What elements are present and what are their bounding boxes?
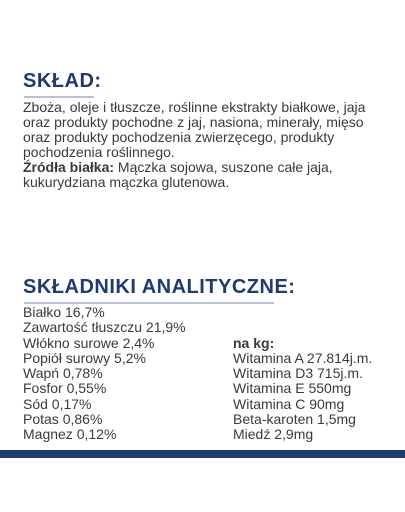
composition-block (23, 100, 393, 190)
bottom-divider-bar (0, 450, 405, 458)
protein-sources (23, 160, 393, 190)
analytics-list-right (233, 305, 372, 443)
analytic-item: Popiół surowy 5,2% (23, 349, 146, 366)
analytic-item: Włókno surowe 2,4% (23, 334, 155, 351)
protein-sources-text: Mączka sojowa, suszone całe jaja, kukurydziana mączka glutenowa. (23, 159, 333, 190)
analytic-item: Fosfor 0,55% (23, 380, 107, 397)
analytics-list-left (23, 305, 186, 443)
analytic-item: Zawartość tłuszczu 21,9% (23, 319, 186, 336)
analytic-item: Wapń 0,78% (23, 365, 103, 382)
analytic-item: Sód 0,17% (23, 395, 92, 412)
analytic-item: Witamina E 550mg (233, 380, 352, 397)
composition-text: Zboża, oleje i tłuszcze, roślinne ekstrakty białkowe, jaja oraz produkty pochodne z jaj, nasiona, minerały, mięso oraz produkty pochodzenia zwierzęcego, produkty pochodzenia roślinnego. (23, 99, 366, 160)
analytic-item: Magnez 0,12% (23, 426, 117, 443)
analytic-item: Beta-karoten 1,5mg (233, 411, 356, 428)
composition-heading: SKŁAD: (23, 70, 102, 92)
analytics-heading: SKŁADNIKI ANALITYCZNE: (23, 276, 296, 298)
per-kg-label: na kg: (233, 334, 275, 351)
analytic-item (233, 320, 372, 335)
analytic-item: Miedź 2,9mg (233, 426, 314, 443)
analytic-item: Białko 16,7% (23, 304, 105, 320)
analytic-item: Potas 0,86% (23, 411, 103, 428)
composition-heading-underline (24, 96, 94, 98)
analytic-item: Witamina A 27.814j.m. (233, 349, 373, 366)
analytic-item: Witamina D3 715j.m. (233, 365, 363, 382)
analytic-item (233, 305, 372, 320)
analytic-item: Witamina C 90mg (233, 395, 345, 412)
protein-sources-label: Źródła białka: (23, 159, 115, 175)
